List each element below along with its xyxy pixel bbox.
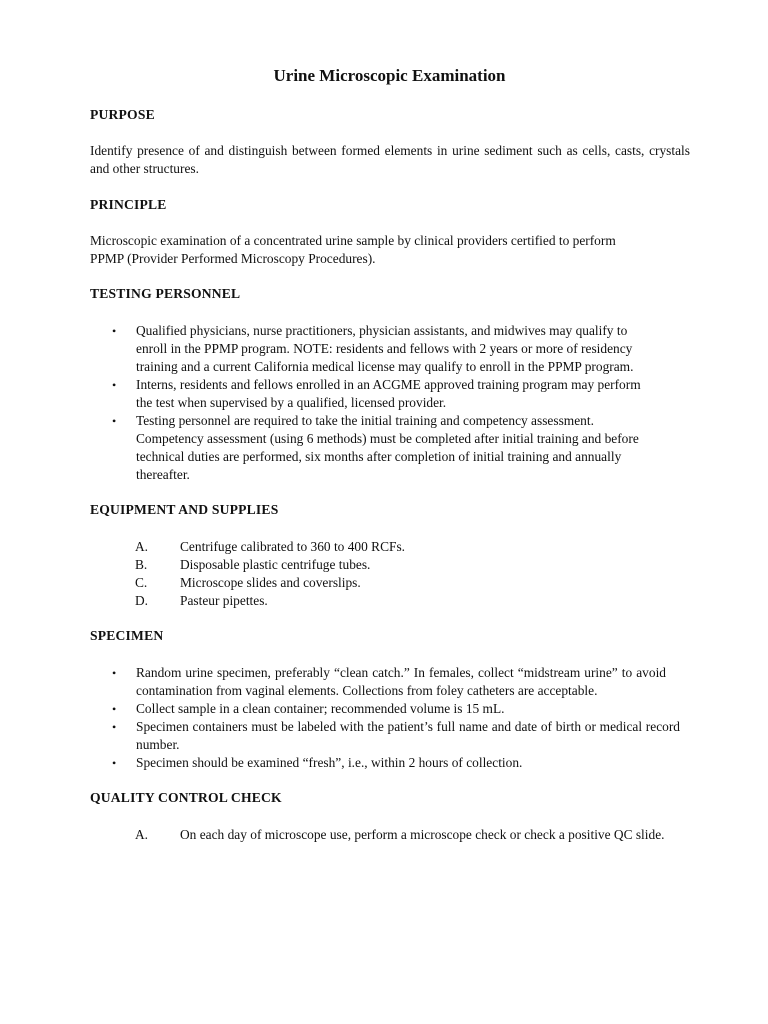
purpose-heading: PURPOSE: [90, 107, 155, 122]
bullet-icon: •: [112, 702, 117, 716]
specimen-heading: SPECIMEN: [90, 628, 164, 643]
list-marker: D.: [135, 593, 149, 608]
list-item-text: Specimen should be examined “fresh”, i.e., within 2 hours of collection.: [136, 755, 523, 770]
testing-personnel-list: [90, 322, 646, 484]
list-marker: B.: [135, 557, 148, 572]
list-item: [90, 376, 646, 412]
list-item: [90, 664, 666, 700]
document-page: [90, 64, 690, 844]
list-item: [90, 592, 690, 610]
list-item: [90, 718, 680, 754]
bullet-icon: •: [112, 756, 117, 770]
list-item-text: Testing personnel are required to take the initial training and competency assessment. Competency assessment (using 6 methods) must be completed after initial training and before technical duties are performed, six months after completion of initial training and annually thereafter.: [136, 413, 639, 482]
bullet-icon: •: [112, 324, 117, 338]
bullet-icon: •: [112, 720, 117, 734]
document-title: Urine Microscopic Examination: [273, 66, 506, 85]
list-item-text: Random urine specimen, preferably “clean catch.” In females, collect “midstream urine” to avoid contamination from vaginal elements. Collections from foley catheters are acceptable.: [136, 665, 666, 698]
specimen-list: [90, 664, 680, 772]
list-item: [90, 556, 690, 574]
quality-control-heading: QUALITY CONTROL CHECK: [90, 790, 282, 805]
list-item: [90, 754, 680, 772]
equipment-list: [90, 538, 690, 610]
bullet-icon: •: [112, 414, 117, 428]
list-item-text: Microscope slides and coverslips.: [180, 575, 361, 590]
list-item-text: Centrifuge calibrated to 360 to 400 RCFs.: [180, 539, 406, 554]
purpose-text: Identify presence of and distinguish between formed elements in urine sediment such as cells, casts, crystals and other structures.: [90, 143, 690, 176]
bullet-icon: •: [112, 666, 117, 680]
bullet-icon: •: [112, 378, 117, 392]
list-item-text: Interns, residents and fellows enrolled in an ACGME approved training program may perform the test when supervised by a qualified, licensed provider.: [136, 377, 641, 410]
principle-heading: PRINCIPLE: [90, 197, 167, 212]
list-item-text: On each day of microscope use, perform a microscope check or check a positive QC slide.: [180, 827, 665, 842]
list-item-text: Disposable plastic centrifuge tubes.: [180, 557, 371, 572]
list-item: [90, 700, 680, 718]
quality-control-list: [90, 826, 670, 844]
list-item-text: Specimen containers must be labeled with the patient’s full name and date of birth or medical record number.: [136, 719, 680, 752]
list-item-text: Pasteur pipettes.: [180, 593, 268, 608]
testing-personnel-heading: TESTING PERSONNEL: [90, 286, 241, 301]
list-item: [90, 826, 670, 844]
list-item: [90, 538, 690, 556]
list-marker: A.: [135, 827, 149, 842]
list-item: [90, 412, 646, 484]
equipment-heading: EQUIPMENT AND SUPPLIES: [90, 502, 279, 517]
list-marker: C.: [135, 575, 148, 590]
list-item-text: Qualified physicians, nurse practitioners, physician assistants, and midwives may qualify to enroll in the PPMP program. NOTE: residents and fellows with 2 years or more of residency training and a current California medical license may qualify to enroll in the PPMP program.: [136, 323, 634, 374]
list-marker: A.: [135, 539, 149, 554]
list-item: [90, 574, 690, 592]
list-item-text: Collect sample in a clean container; recommended volume is 15 mL.: [136, 701, 505, 716]
list-item: [90, 322, 646, 376]
principle-text: Microscopic examination of a concentrated urine sample by clinical providers certified to perform PPMP (Provider Performed Microscopy Procedures).: [90, 233, 616, 266]
